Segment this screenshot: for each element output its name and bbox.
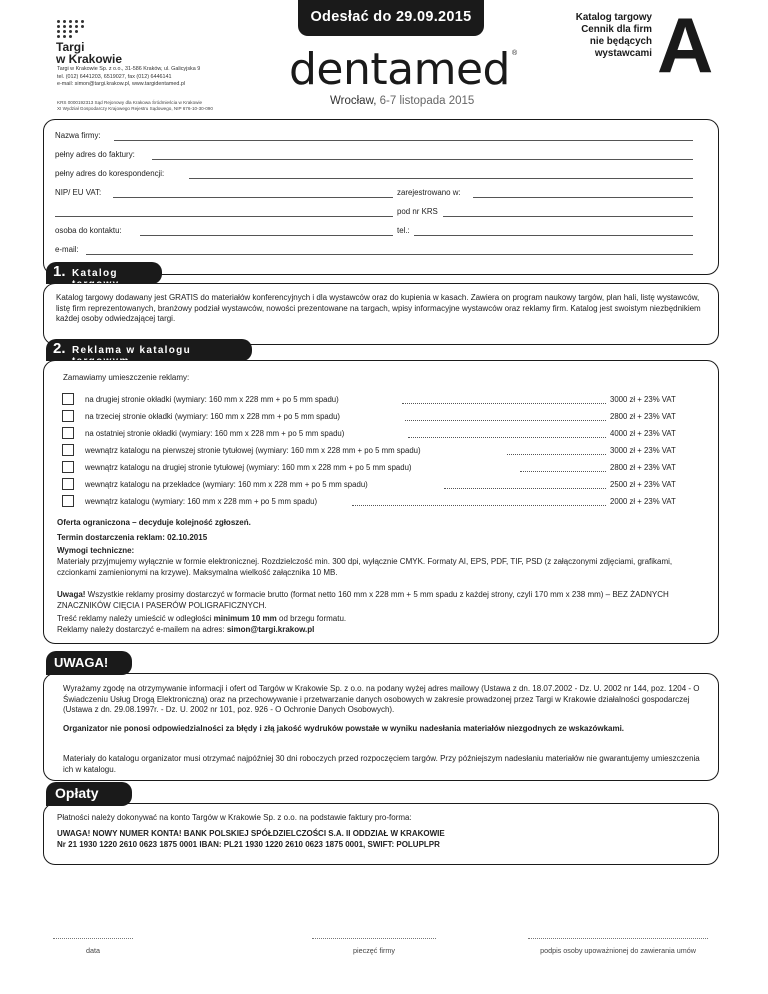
delivery-email-text: Reklamy należy dostarczyć e-mailem na adres: [57,625,227,634]
ad-option-price: 2800 zł + 23% VAT [610,412,676,421]
margin-note-c: od brzegu formatu. [276,614,347,623]
ad-option-label: wewnątrz katalogu na przekładce (wymiary: 160 mm x 228 mm + po 5 mm spadu) [85,480,368,489]
correspondence-address-label: pełny adres do korespondencji: [55,169,165,178]
registered-mark: ® [512,50,518,57]
company-contact [57,66,200,89]
ad-option-checkbox[interactable] [62,478,74,490]
tech-requirements-text: Materiały przyjmujemy wyłącznie w formie elektronicznej. Rozdzielczość min. 300 dpi, wyłącznie CMYK. Formaty AI, EPS, PDF, TIF, PSD (z załączonymi zdjęciami, grafikami, czcionkami zamienionymi na krzywe). Maksymalna wielkość załącznika 10 MB. [57,557,673,577]
consent-text: Wyrażamy zgodę na otrzymywanie informacji i ofert od Targów w Krakowie Sp. z o.o. na podany wyżej adres mailowy (Ustawa z dn. 18.07.2002 - Dz. U. 2002 nr 144, poz. 1204 - O Świadczeniu Usług Drogą Elektroniczną) oraz na przechowywanie i przetwarzanie danych osobowych w zakresie prowadzonej przez Targi w Krakowie działalności gospodarczej (Ustawa z dn. 29.08.1997r. - Dz. U. 2002 nr 101, poz. 926 - O Ochronie Danych Osobowych). [63,684,700,714]
email-field[interactable] [86,254,693,255]
vat-label: NIP/ EU VAT: [55,188,102,197]
uwaga-title: UWAGA! [54,655,109,670]
payments-title: Opłaty [55,785,99,801]
event-city: Wrocław, [330,95,377,107]
format-note-text: Wszystkie reklamy prosimy dostarczyć w formacie brutto (format netto 160 mm x 228 mm + 5 mm spadu z każdej strony, czyli 170 mm x 238 mm) – BEZ ŻADNYCH ZNACZNIKÓW CIĘCIA I PASERÓW POLIGRAFICZNYCH. [57,590,669,610]
invoice-address-label: pełny adres do faktury: [55,150,135,159]
section2-intro: Zamawiamy umieszczenie reklamy: [63,373,190,382]
phone-label: tel.: [397,226,410,235]
ad-option-price: 4000 zł + 23% VAT [610,429,676,438]
uwaga-header [46,651,132,675]
authorized-signature-line[interactable] [528,938,708,939]
contact-person-label: osoba do kontaktu: [55,226,122,235]
ad-option-checkbox[interactable] [62,461,74,473]
ad-option-checkbox[interactable] [62,427,74,439]
ad-option-label: na drugiej stronie okładki (wymiary: 160 mm x 228 mm + po 5 mm spadu) [85,395,339,404]
vat-field-continuation[interactable] [55,216,393,217]
date-signature-line[interactable] [53,938,133,939]
date-signature-label: data [86,946,100,955]
margin-note-a: Treść reklamy należy umieścić w odległości [57,614,214,623]
contact-person-field[interactable] [140,235,393,236]
ad-option-leader [520,471,606,472]
registered-in-label: zarejestrowano w: [397,188,461,197]
bank-account-line1: UWAGA! NOWY NUMER KONTA! BANK POLSKIEJ SPÓŁDZIELCZOŚCI S.A. II ODDZIAŁ W KRAKOWIE [57,829,445,838]
deadline-banner: Odesłać do 29.09.2015 [298,0,484,36]
catalog-title-line: Katalog targowy [575,12,652,23]
organizer-logo [56,41,122,65]
delivery-time-text: Materiały do katalogu organizator musi otrzymać najpóźniej 30 dni roboczych przed rozpoczęciem targów. Przy późniejszym nadesłaniu materiałów nie gwarantujemy umieszczenia ich w katalogu. [63,754,700,774]
krs-field[interactable] [443,216,693,217]
catalog-title-line: Cennik dla firm [581,24,652,35]
company-name-label: Nazwa firmy: [55,131,101,140]
bank-account-line2: Nr 21 1930 1220 2610 0623 1875 0001 IBAN: PL21 1930 1220 2610 0623 1875 0001, SWIFT: POLUPLPR [57,840,440,849]
ad-option-checkbox[interactable] [62,393,74,405]
section1-header [46,262,162,290]
registered-in-field[interactable] [473,197,693,198]
ad-option-label: wewnątrz katalogu na drugiej stronie tytułowej (wymiary: 160 mm x 228 mm + po 5 mm spadu) [85,463,412,472]
email-label: e-mail: [55,245,79,254]
section1-text: Katalog targowy dodawany jest GRATIS do materiałów konferencyjnych i dla wystawców oraz do kupienia w kasach. Zawiera on program naukowy targów, plan hali, listę wystawców, listę firm reprezentowanych, branżowy podział wystawców, nowości prezentowane na targach, wpisy informacyjne wystawców oraz reklamy firm. Katalog jest swoistym niezbędnikiem każdej osoby odwiedzającej targi. [56,293,701,323]
ad-option-checkbox[interactable] [62,410,74,422]
company-registry [57,100,213,112]
ad-option-price: 3000 zł + 23% VAT [610,395,676,404]
company-email: e-mail: simon@targi.krakow.pl, www.targidentamed.pl [57,81,186,88]
tech-requirements-title: Wymogi techniczne: [57,546,135,555]
ad-option-leader [507,454,606,455]
section2-title: Reklama w katalogu targowym [72,345,191,367]
event-location-dates [330,95,474,107]
ad-option-checkbox[interactable] [62,495,74,507]
ad-option-price: 2500 zł + 23% VAT [610,480,676,489]
ad-option-checkbox[interactable] [62,444,74,456]
krs-label: pod nr KRS [397,207,438,216]
vat-field[interactable] [113,197,393,198]
ad-deadline: Termin dostarczenia reklam: 02.10.2015 [57,533,208,542]
registry-line: XI Wydział Gospodarczy Krajowego Rejestru Sądowego, NIP 676-10-30-090 [57,106,213,111]
catalog-title-line: nie będących [589,36,652,47]
stamp-signature-label: pieczęć firmy [353,946,395,955]
ad-option-label: wewnątrz katalogu na pierwszej stronie tytułowej (wymiary: 160 mm x 228 mm + po 5 mm spadu) [85,446,421,455]
ad-option-price: 3000 zł + 23% VAT [610,446,676,455]
ad-option-price: 2800 zł + 23% VAT [610,463,676,472]
catalog-title [556,12,652,60]
invoice-address-field[interactable] [152,159,693,160]
authorized-signature-label: podpis osoby upoważnionej do zawierania umów [540,946,696,955]
organizer-logo-line1: Targi [56,40,85,54]
format-note [57,590,707,611]
delivery-email-address[interactable]: simon@targi.krakow.pl [226,625,315,634]
stamp-signature-line[interactable] [312,938,436,939]
section1-title: Katalog targowy [72,268,120,290]
form-letter: A [657,1,714,89]
ad-option-label: na trzeciej stronie okładki (wymiary: 160 mm x 228 mm + po 5 mm spadu) [85,412,341,421]
margin-note-b: minimum 10 mm [213,614,277,623]
ad-option-leader [444,488,606,489]
company-name-field[interactable] [114,140,693,141]
format-note-bold: Uwaga! [57,590,86,599]
payments-text: Płatności należy dokonywać na konto Targów w Krakowie Sp. z o.o. na podstawie faktury pro-forma: [57,813,412,822]
brand-logo: dentamed [289,44,510,95]
phone-field[interactable] [414,235,693,236]
ad-option-leader [402,403,606,404]
ad-option-price: 2000 zł + 23% VAT [610,497,676,506]
ad-option-leader [352,505,606,506]
section2-number: 2. [53,340,66,357]
catalog-title-line: wystawcami [594,48,652,59]
liability-text: Organizator nie ponosi odpowiedzialności za błędy i złą jakość wydruków powstałe w wyniku nadesłania materiałów niezgodnych ze wskazówkami. [63,724,625,733]
company-phone: tel. (012) 6441203, 6519027, fax (012) 6446141 [57,73,172,80]
section2-header [46,339,252,367]
ad-option-leader [408,437,606,438]
company-address: Targi w Krakowie Sp. z o.o., 31-586 Kraków, ul. Galicyjska 9 [57,66,201,72]
ad-option-label: wewnątrz katalogu (wymiary: 160 mm x 228 mm + po 5 mm spadu) [85,497,318,506]
ad-option-leader [405,420,606,421]
event-dates: 6-7 listopada 2015 [379,95,475,107]
organizer-logo-line2: w Krakowie [56,52,123,66]
delivery-email-note [57,625,314,636]
section1-number: 1. [53,263,66,280]
registry-line: KRS 0000192313 Sąd Rejonowy dla Krakowa Śródmieścia w Krakowie [57,100,203,105]
margin-note [57,614,346,625]
limited-offer: Oferta ograniczona – decyduje kolejność zgłoszeń. [57,518,251,527]
ad-option-label: na ostatniej stronie okładki (wymiary: 160 mm x 228 mm + po 5 mm spadu) [85,429,345,438]
correspondence-address-field[interactable] [189,178,693,179]
organizer-logo-dots-icon [57,20,89,40]
